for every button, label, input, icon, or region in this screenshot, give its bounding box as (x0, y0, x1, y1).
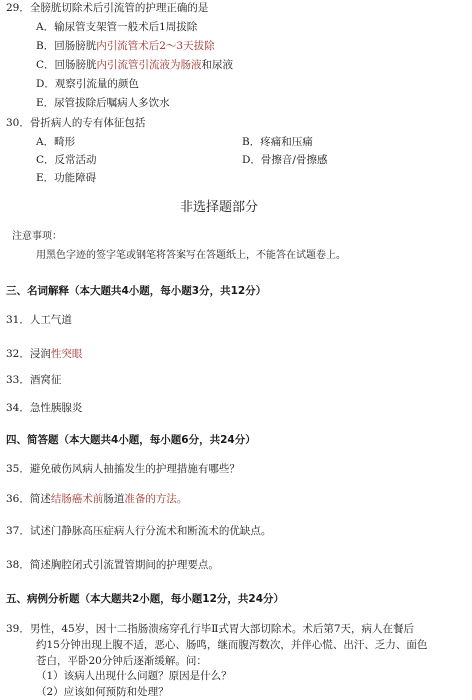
note-label: 注意事项： (12, 231, 62, 242)
q38: 38．简述胸腔闭式引流置管期间的护理要点。 (6, 559, 219, 571)
q30-stem: 30．骨折病人的专有体征包括 (6, 117, 146, 129)
q36-highlight-2: 准备的方法。 (124, 493, 188, 505)
q29-option-b (36, 39, 215, 53)
q36-middle: 肠道 (103, 493, 125, 505)
q29-stem: 29．全膀胱切除术后引流管的护理正确的是 (6, 2, 209, 14)
q32-prefix: 32．浸润 (6, 348, 51, 360)
q32 (6, 347, 82, 361)
q29-option-c-suffix: 和尿液 (201, 59, 234, 71)
q39-subquestion-2: （2）应该如何预防和处理？ (36, 686, 169, 698)
q39-line-2: 约15分钟出现上腹不适，恶心、肠鸣，继而腹泻数次，并伴心慌、出汗、乏力、面色 (36, 639, 428, 651)
q29-option-a: A．输尿管支架管一般术后1周拔除 (36, 21, 198, 33)
q39-subquestion-1: （1）该病人出现什么问题？原因是什么？ (36, 670, 232, 682)
q30-option-e: E．功能障碍 (36, 172, 97, 184)
q29-option-e: E．尿管拔除后嘱病人多饮水 (36, 97, 170, 109)
note-text: 用黑色字迹的签字笔或钢笔将答案写在答题纸上，不能答在试题卷上。 (36, 250, 346, 261)
section-5-heading: 五、病例分析题（本大题共2小题，每小题12分，共24分） (6, 593, 285, 605)
q37: 37．试述门静脉高压症病人行分流术和断流术的优缺点。 (6, 525, 272, 537)
q36 (6, 492, 187, 506)
q29-option-b-prefix: B．回肠膀胱 (36, 40, 97, 52)
q29-option-b-highlight: 内引流管术后2～3天拔除 (96, 40, 215, 52)
q30-option-b: B．疼痛和压痛 (242, 136, 313, 148)
q39-line-3: 苍白，平卧20分钟后逐渐缓解。问： (36, 655, 207, 667)
q29-option-c (36, 58, 233, 72)
section-4-heading: 四、简答题（本大题共4小题，每小题6分，共24分） (6, 434, 256, 446)
q36-highlight-1: 结肠癌术前 (50, 493, 104, 505)
q34: 34．急性胰腺炎 (6, 402, 83, 414)
q32-highlight: 性突眼 (50, 348, 83, 360)
q30-option-d: D．骨擦音/骨擦感 (242, 154, 328, 166)
q35: 35．避免破伤风病人抽搐发生的护理措施有哪些？ (6, 463, 240, 475)
q30-option-a: A．畸形 (36, 136, 76, 148)
q30-option-c: C．反常活动 (36, 154, 97, 166)
q36-prefix: 36．简述 (6, 493, 51, 505)
q39-line-1: 39．男性，45岁，因十二指肠溃疡穿孔行毕Ⅱ式胃大部切除术。术后第7天，病人在餐后 (6, 623, 415, 635)
q29-option-d: D．观察引流量的颜色 (36, 78, 139, 90)
q29-option-c-highlight: 内引流管引流液为肠液 (96, 59, 202, 71)
part-title: 非选择题部分 (180, 200, 259, 215)
q31: 31．人工气道 (6, 314, 72, 326)
section-3-heading: 三、名词解释（本大题共4小题，每小题3分，共12分） (6, 285, 267, 297)
q29-option-c-prefix: C．回肠膀胱 (36, 59, 97, 71)
q33: 33．酒窝征 (6, 374, 62, 386)
